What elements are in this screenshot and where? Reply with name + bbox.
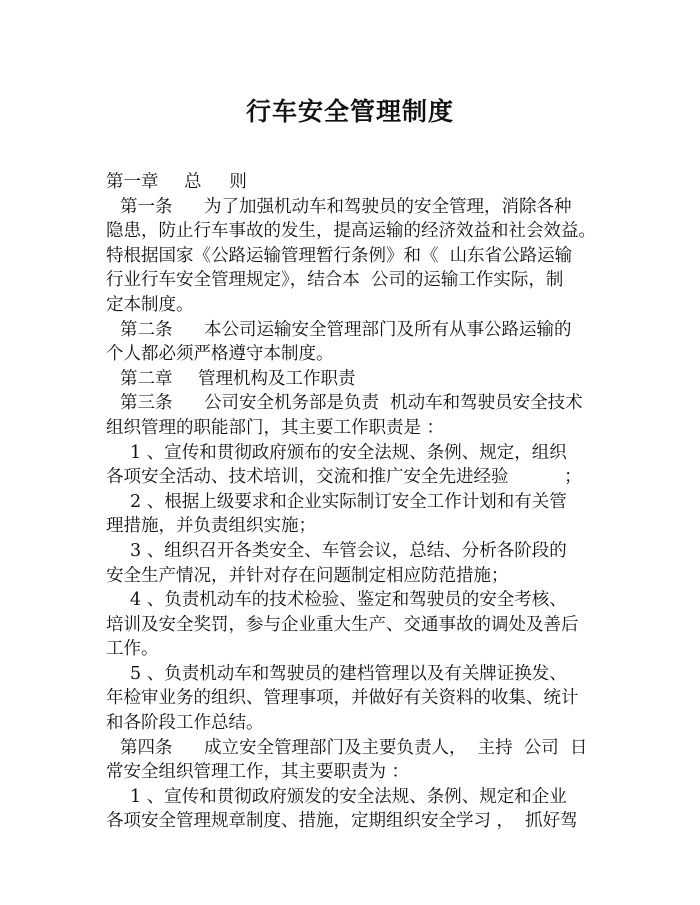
article-line: 定本制度。 (106, 294, 194, 315)
duty-item-line: 培训及安全奖罚，参与企业重大生产、交通事故的调处及善后 (106, 614, 579, 635)
chapter-title: 管理机构及工作职责 (198, 368, 356, 389)
duty-item-line: 5 、负责机动车和驾驶员的建档管理以及有关牌证换发、 (130, 663, 567, 684)
article-line (106, 391, 606, 416)
document-title: 行车安全管理制度 (245, 97, 454, 126)
article-line: 组织管理的职能部门，其主要工作职责是 ： (106, 417, 445, 438)
duty-item-line: 理措施，并负责组织实施； (106, 516, 316, 537)
article-line: 常安全组织管理工作，其主要职责为 ： (106, 762, 410, 783)
article-line (106, 318, 606, 343)
article-line: 个人都必须严格遵守本制度。 (106, 344, 334, 365)
article-line (106, 736, 606, 761)
chapter-heading (106, 170, 606, 195)
chapter-number: 第二章 (120, 368, 173, 389)
article-text: 本公司运输安全管理部门及所有从事公路运输的 (204, 319, 572, 340)
duty-item-line: 和各阶段工作总结。 (106, 713, 264, 734)
duty-item-line: 安全生产情况，并针对存在问题制定相应防范措施； (106, 565, 509, 586)
chapter-heading (106, 367, 606, 392)
document-body (106, 170, 606, 834)
duty-item-line: 1 、宣传和贯彻政府颁发的安全法规、条例、规定和企业 (130, 786, 567, 807)
article-line: 隐患，防止行车事故的发生，提高运输的经济效益和社会效益。 (106, 221, 596, 242)
article-line (106, 195, 606, 220)
article-text: 为了加强机动车和驾驶员的安全管理，消除各种 (204, 196, 572, 217)
article-line: 行业行车安全管理规定》，结合本 公司的运输工作实际，制 (106, 270, 564, 291)
article-text: 成立安全管理部门及主要负责人， 主持 公司 日 (204, 737, 588, 758)
duty-item-line: 各项安全管理规章制度、措施，定期组织安全学习 ， 抓好驾 (106, 811, 578, 832)
article-number: 第三条 (120, 393, 173, 414)
chapter-title: 总 则 (184, 172, 247, 192)
article-number: 第二条 (120, 319, 173, 340)
chapter-number: 第一章 (106, 172, 159, 192)
duty-item-line: 2 、根据上级要求和企业实际制订安全工作计划和有关管 (130, 491, 567, 512)
article-line: 特根据国家《公路运输管理暂行条例》和《 山东省公路运输 (106, 245, 573, 266)
duty-item-line: 各项安全活动、技术培训，交流和推广安全先进经验 ； (106, 467, 582, 488)
article-number: 第四条 (120, 737, 173, 758)
article-text: 公司安全机务部是负责 机动车和驾驶员安全技术 (204, 393, 583, 414)
duty-item-line: 年检审业务的组织、管理事项，并做好有关资料的收集、统计 (106, 688, 579, 709)
article-number: 第一条 (120, 196, 173, 217)
duty-item-line: 4 、负责机动车的技术检验、鉴定和驾驶员的安全考核、 (130, 590, 567, 611)
duty-item-line: 1 、宣传和贯彻政府颁布的安全法规、条例、规定，组织 (130, 442, 567, 463)
duty-item-line: 工作。 (106, 639, 159, 660)
duty-item-line: 3 、组织召开各类安全、车管会议，总结、分析各阶段的 (130, 540, 567, 561)
